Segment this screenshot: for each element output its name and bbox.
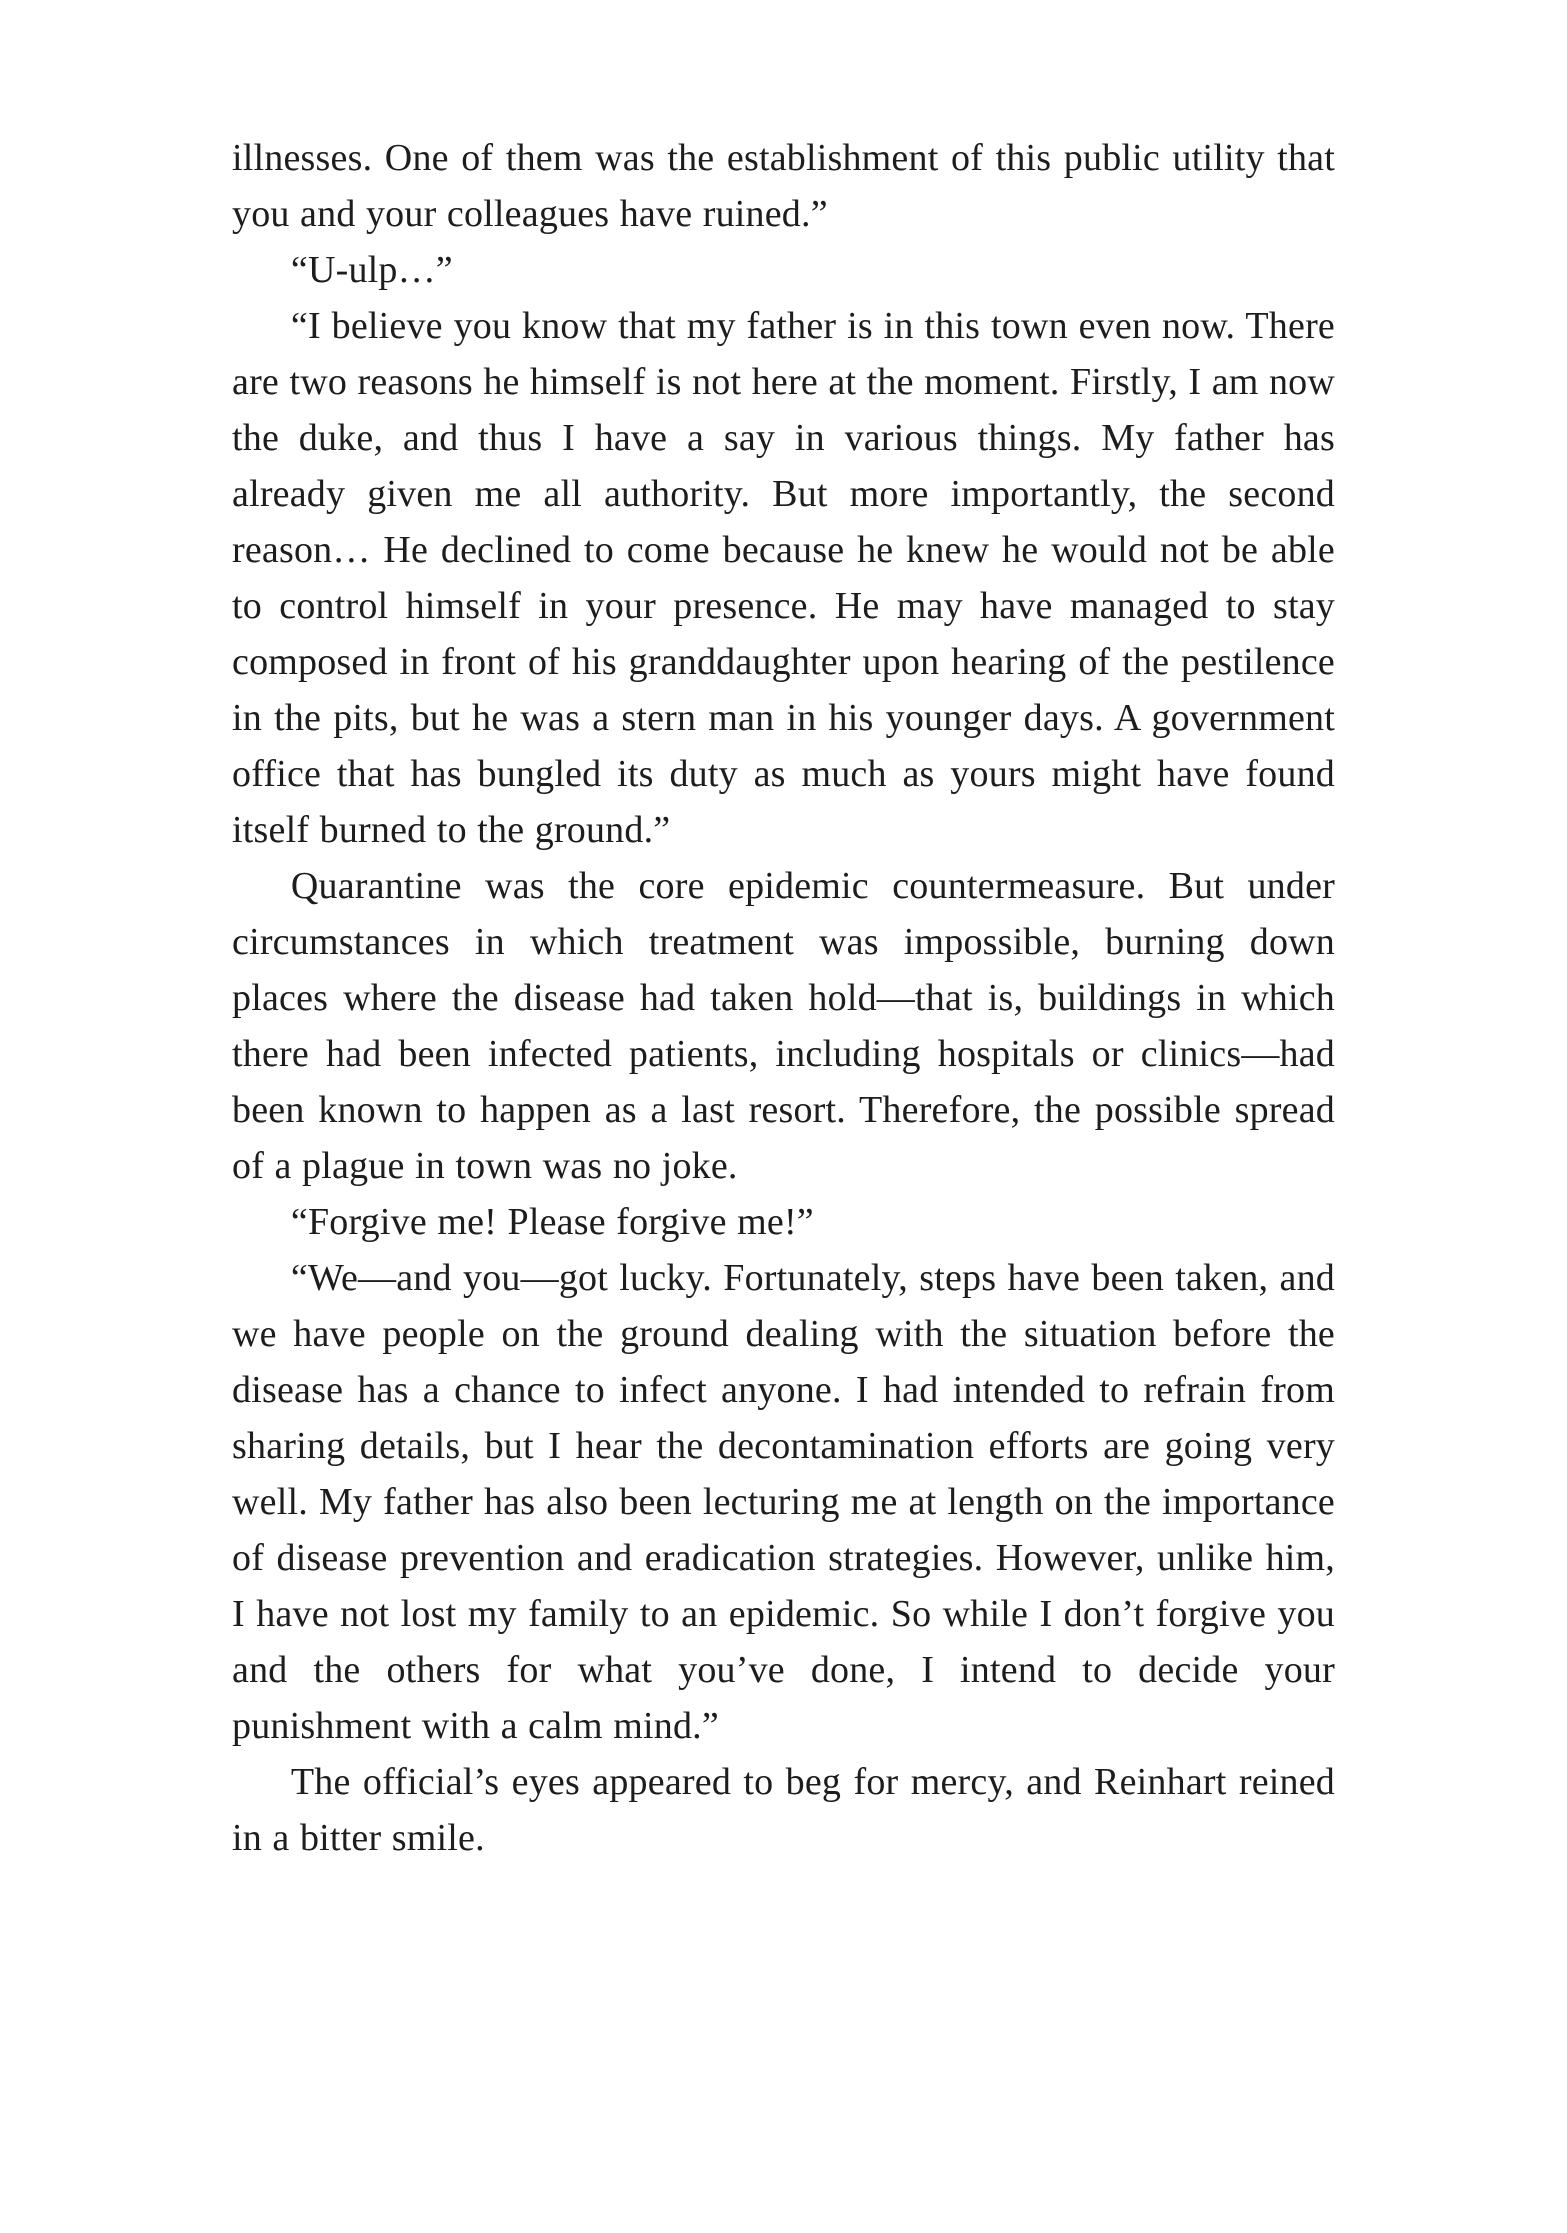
paragraph: “I believe you know that my father is in this town even now. There are two reasons he himself is not here at the moment. Firstly, I am now the duke, and thus I have a say in various things. My father has already given me all authority. But more importantly, the second reason… He declined to come because he knew he would not be able to control himself in your presence. He may have managed to stay composed in front of his granddaughter upon hearing of the pestilence in the pits, but he was a stern man in his younger days. A government office that has bungled its duty as much as yours might have found itself burned to the ground.”: [232, 305, 1336, 851]
paragraph: “Forgive me! Please forgive me!”: [290, 1201, 814, 1243]
paragraph: “We—and you—got lucky. Fortunately, steps have been taken, and we have people on the ground dealing with the situation before the disease has a chance to infect anyone. I had intended to refrain from sharing details, but I hear the decontamination efforts are going very well. My father has also been lecturing me at length on the importance of disease prevention and eradication strategies. However, unlike him, I have not lost my family to an epidemic. So while I don’t forgive you and the others for what you’ve done, I intend to decide your punishment with a calm mind.”: [232, 1257, 1335, 1747]
paragraph: illnesses. One of them was the establishment of this public utility that you and your colleagues have ruined.”: [232, 137, 1335, 235]
paragraph: The official’s eyes appeared to beg for mercy, and Reinhart reined in a bitter smile.: [232, 1761, 1335, 1859]
paragraph: Quarantine was the core epidemic countermeasure. But under circumstances in which treatment was impossible, burning down places where the disease had taken hold—that is, buildings in which there had been infected patients, including hospitals or clinics—had been known to happen as a last resort. Therefore, the possible spread of a plague in town was no joke.: [232, 865, 1335, 1187]
page-text-block: [232, 130, 1335, 1866]
paragraph: “U-ulp…”: [290, 249, 453, 291]
